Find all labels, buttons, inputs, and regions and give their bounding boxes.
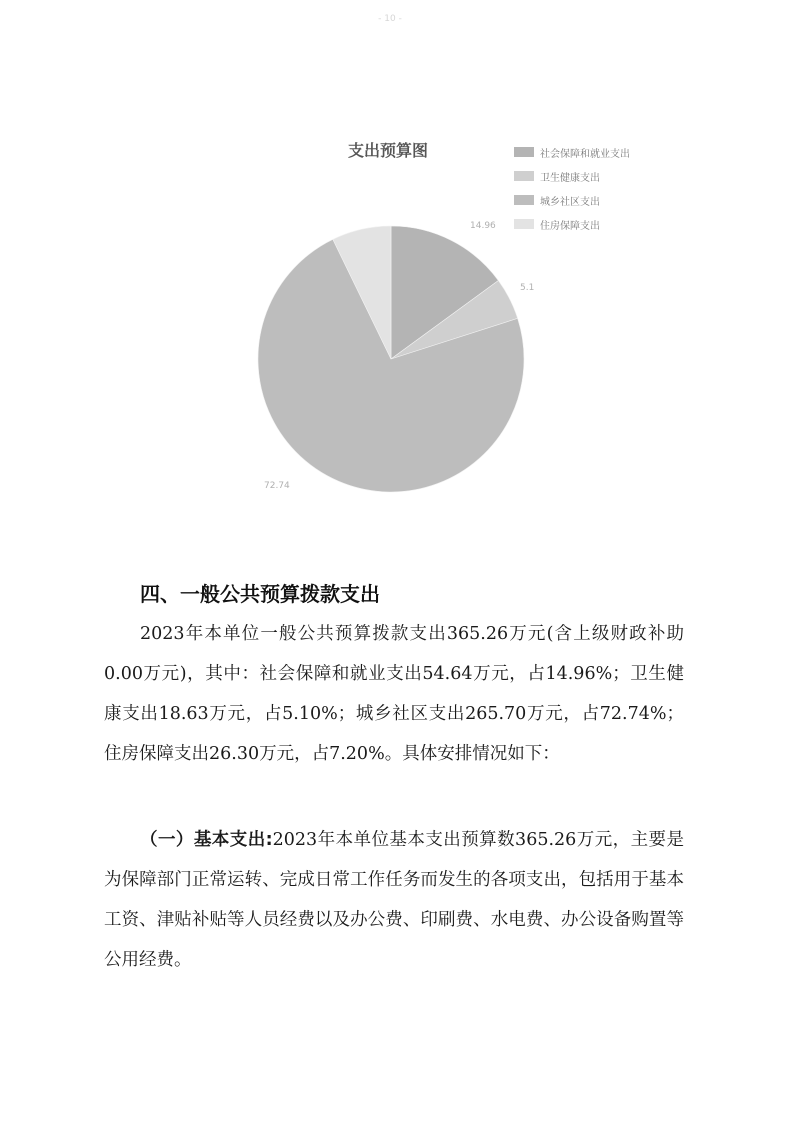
pie-svg <box>0 0 794 520</box>
paragraph-basic-expenditure <box>104 820 684 980</box>
page-number-mark: - 10 - <box>378 14 402 24</box>
legend-label: 城乡社区支出 <box>540 196 600 208</box>
legend-label: 住房保障支出 <box>540 220 600 232</box>
pie-data-label: 5.1 <box>520 283 535 293</box>
expenditure-pie-chart <box>0 0 794 520</box>
paragraph-text: 2023年本单位一般公共预算拨款支出365.26万元(含上级财政补助0.00万元)，其中：社会保障和就业支出54.64万元，占14.96%；卫生健康支出18.63万元，占5.10%；城乡社区支出265.70万元，占72.74%；住房保障支出26.30万元，占7.20%。具体安排情况如下： <box>104 624 684 764</box>
pie-data-label: 14.96 <box>470 221 496 231</box>
legend-label: 社会保障和就业支出 <box>540 148 630 160</box>
chart-title: 支出预算图 <box>348 141 429 160</box>
paragraph-appropriation-summary <box>104 614 684 774</box>
paragraph-body: 2023年本单位基本支出预算数365.26万元，主要是为保障部门正常运转、完成日常工作任务而发生的各项支出，包括用于基本工资、津贴补贴等人员经费以及办公费、印刷费、水电费、办公设备购置等公用经费。 <box>104 830 684 970</box>
paragraph-text <box>104 820 684 980</box>
pie-data-label: 72.74 <box>264 481 290 491</box>
paragraph-lead: （一）基本支出: <box>140 830 273 850</box>
section-heading: 四、一般公共预算拨款支出 <box>140 582 380 606</box>
legend-label: 卫生健康支出 <box>540 172 600 184</box>
